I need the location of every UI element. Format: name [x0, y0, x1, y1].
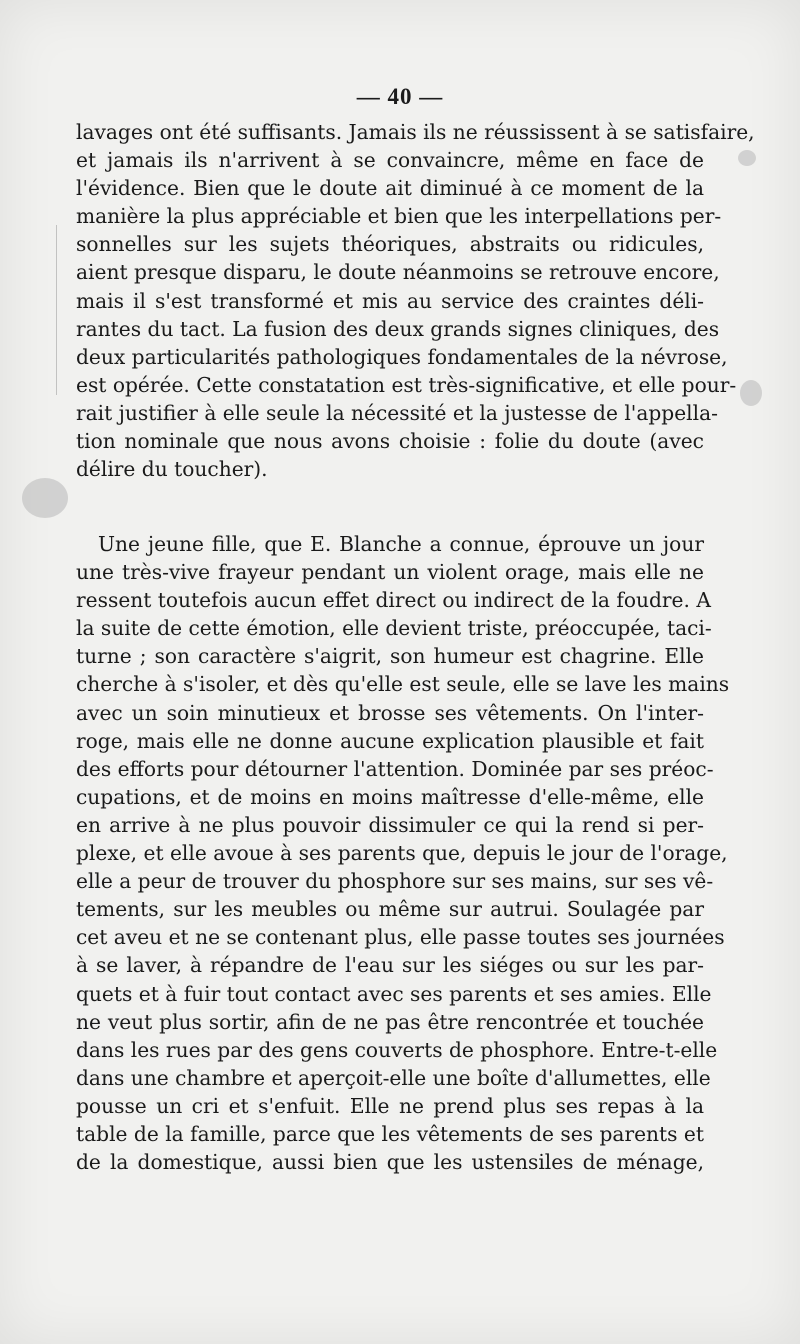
text-line: Une jeune fille, que E. Blanche a connue, éprouve un jour	[98, 532, 704, 556]
text-line: dans une chambre et aperçoit-elle une boîte d'allumettes, elle	[76, 1065, 711, 1090]
text-line: manière la plus appréciable et bien que les interpellations per-	[76, 204, 722, 229]
text-line: sonnelles sur les sujets théoriques, abstraits ou ridicules,	[76, 232, 704, 257]
text-line: avec un soin minutieux et brosse ses vêtements. On l'inter-	[76, 700, 704, 725]
text-line: mais il s'est transformé et mis au service des craintes déli-	[76, 288, 704, 313]
text-line: pousse un cri et s'enfuit. Elle ne prend plus ses repas à la	[76, 1093, 704, 1118]
text-line: quets et à fuir tout contact avec ses parents et ses amies. Elle	[76, 981, 712, 1006]
text-line: de la domestique, aussi bien que les ustensiles de ménage,	[76, 1150, 704, 1175]
page-number: — 40 —	[356, 84, 444, 109]
text-line: deux particularités pathologiques fondamentales de la névrose,	[76, 344, 728, 369]
text-line: ne veut plus sortir, afin de ne pas être rencontrée et touchée	[76, 1009, 704, 1034]
text-line: en arrive à ne plus pouvoir dissimuler ce qui la rend si per-	[76, 812, 704, 837]
paragraph-1	[76, 118, 755, 483]
text-line: une très-vive frayeur pendant un violent orage, mais elle ne	[76, 560, 704, 585]
text-line: table de la famille, parce que les vêtements de ses parents et	[76, 1121, 704, 1146]
text-line: turne ; son caractère s'aigrit, son humeur est chagrine. Elle	[76, 644, 704, 669]
text-line: lavages ont été suffisants. Jamais ils ne réussissent à se satisfaire,	[76, 120, 755, 144]
text-line: cet aveu et ne se contenant plus, elle passe toutes ses journées	[76, 925, 725, 950]
text-line: elle a peur de trouver du phosphore sur ses mains, sur ses vê-	[76, 869, 714, 894]
paper-stain	[738, 150, 756, 166]
text-line: l'évidence. Bien que le doute ait diminué à ce moment de la	[76, 176, 704, 201]
text-line: cupations, et de moins en moins maîtresse d'elle-même, elle	[76, 784, 704, 809]
text-line: des efforts pour détourner l'attention. Dominée par ses préoc-	[76, 756, 714, 781]
text-line: cherche à s'isoler, et dès qu'elle est seule, elle se lave les mains	[76, 672, 730, 697]
text-line: rantes du tact. La fusion des deux grands signes cliniques, des	[76, 316, 720, 341]
paper-stain	[22, 478, 68, 518]
text-line: dans les rues par des gens couverts de phosphore. Entre-t-elle	[76, 1037, 718, 1062]
text-line: plexe, et elle avoue à ses parents que, depuis le jour de l'orage,	[76, 841, 728, 866]
text-line: délire du toucher).	[76, 457, 268, 482]
text-line: à se laver, à répandre de l'eau sur les siéges ou sur les par-	[76, 953, 704, 978]
paper-stain	[740, 380, 762, 406]
text-line: est opérée. Cette constatation est très-significative, et elle pour-	[76, 372, 737, 397]
text-line: roge, mais elle ne donne aucune explication plausible et fait	[76, 728, 704, 753]
text-line: ressent toutefois aucun effet direct ou indirect de la foudre. A	[76, 588, 711, 613]
text-line: tements, sur les meubles ou même sur autrui. Soulagée par	[76, 897, 704, 922]
text-line: aient presque disparu, le doute néanmoins se retrouve encore,	[76, 260, 720, 285]
paragraph-2	[76, 530, 730, 1176]
margin-mark	[56, 225, 57, 395]
text-line: et jamais ils n'arrivent à se convaincre, même en face de	[76, 148, 704, 173]
text-line: la suite de cette émotion, elle devient triste, préoccupée, taci-	[76, 616, 712, 641]
text-line: tion nominale que nous avons choisie : folie du doute (avec	[76, 429, 704, 454]
text-line: rait justifier à elle seule la nécessité et la justesse de l'appella-	[76, 400, 718, 425]
